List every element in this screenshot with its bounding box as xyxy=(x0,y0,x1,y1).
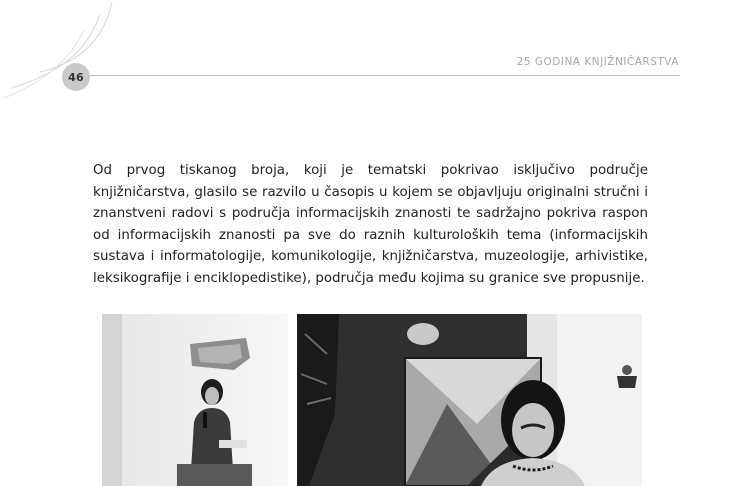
portrait-photo-illustration xyxy=(297,314,642,486)
running-title: 25 GODINA KNJIŽNIČARSTVA xyxy=(516,56,679,68)
photo-woman-portrait xyxy=(297,314,642,486)
header-rule xyxy=(80,75,680,76)
body-paragraph: Od prvog tiskanog broja, koji je tematski pokrivao isključivo područje knjižničarstva, glasilo se razvilo u časopis u kojem se objavljuju originalni stručni i znanstveni radovi s područja informacijskih znanosti te sadržajno pokriva raspon od informacijskih znanosti pa sve do raznih kulturoloških tema (informacijskih sustava i informatologije, komunikologije, knjižničarstva, muzeologije, arhivistike, leksikografije i enciklopedistike), područja među kojima su granice sve propusnije. xyxy=(93,163,648,286)
decorative-corner-arcs xyxy=(0,0,120,110)
speaker-photo-illustration xyxy=(102,314,288,486)
photo-speaker-at-podium xyxy=(102,314,288,486)
page-number-badge: 46 xyxy=(62,63,90,91)
